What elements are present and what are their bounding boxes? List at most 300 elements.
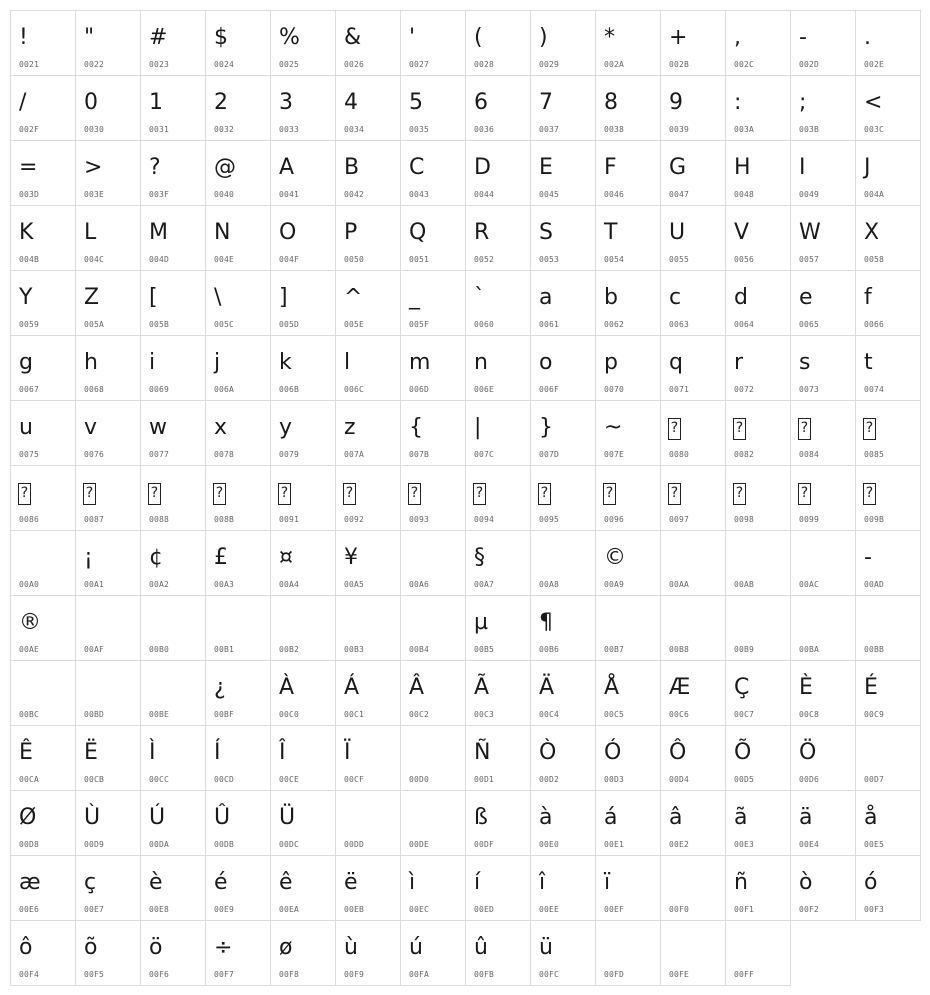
glyph-sample: = [19, 155, 38, 180]
glyph-cell [855, 400, 921, 466]
glyph-sample: ù [344, 935, 358, 960]
glyph-cell [10, 790, 76, 856]
glyph-cell [75, 75, 141, 141]
glyph-code-label: 00BA [799, 645, 820, 654]
missing-glyph-box: ? [278, 483, 291, 505]
glyph-code-label: 0027 [409, 60, 430, 69]
glyph-grid [10, 10, 920, 985]
glyph-cell [335, 920, 401, 986]
glyph-cell [75, 335, 141, 401]
glyph-sample: N [214, 220, 231, 245]
glyph-cell [660, 400, 726, 466]
glyph-code-label: 0067 [19, 385, 40, 394]
glyph-cell [335, 660, 401, 726]
glyph-cell [205, 400, 271, 466]
glyph-code-label: 00D9 [84, 840, 105, 849]
glyph-code-label: 004B [19, 255, 40, 264]
glyph-code-label: 0054 [604, 255, 625, 264]
glyph-cell [530, 920, 596, 986]
glyph-cell [465, 725, 531, 791]
glyph-code-label: 00E9 [214, 905, 235, 914]
glyph-cell [335, 140, 401, 206]
glyph-cell [205, 725, 271, 791]
glyph-sample: b [604, 285, 618, 310]
glyph-code-label: 00C9 [864, 710, 885, 719]
glyph-sample: , [734, 25, 741, 50]
glyph-cell [10, 205, 76, 271]
glyph-code-label: 0092 [344, 515, 365, 524]
glyph-cell [10, 400, 76, 466]
glyph-code-label: 0098 [734, 515, 755, 524]
glyph-cell [465, 400, 531, 466]
glyph-cell [725, 10, 791, 76]
glyph-code-label: 00F0 [669, 905, 690, 914]
glyph-code-label: 0088 [149, 515, 170, 524]
glyph-code-label: 0040 [214, 190, 235, 199]
glyph-code-label: 006B [279, 385, 300, 394]
glyph-code-label: 0076 [84, 450, 105, 459]
glyph-cell [270, 270, 336, 336]
glyph-sample: D [474, 155, 491, 180]
glyph-cell [660, 725, 726, 791]
glyph-cell [465, 660, 531, 726]
glyph-cell [10, 920, 76, 986]
glyph-sample: y [279, 415, 293, 440]
glyph-code-label: 005F [409, 320, 430, 329]
glyph-code-label: 00E5 [864, 840, 885, 849]
glyph-sample: Ò [539, 740, 557, 765]
glyph-sample: æ [19, 870, 41, 895]
glyph-sample: á [604, 805, 618, 830]
glyph-sample: Â [409, 675, 425, 700]
glyph-cell [270, 920, 336, 986]
glyph-cell [75, 270, 141, 336]
glyph-cell [400, 335, 466, 401]
glyph-code-label: 00AF [84, 645, 105, 654]
glyph-code-label: 0039 [669, 125, 690, 134]
glyph-code-label: 003C [864, 125, 885, 134]
glyph-cell [595, 465, 661, 531]
glyph-code-label: 00B2 [279, 645, 300, 654]
glyph-cell [855, 75, 921, 141]
glyph-cell [400, 140, 466, 206]
glyph-sample: K [19, 220, 34, 245]
glyph-cell [140, 725, 206, 791]
glyph-code-label: 00C1 [344, 710, 365, 719]
glyph-cell [400, 725, 466, 791]
glyph-code-label: 00E3 [734, 840, 755, 849]
glyph-cell [855, 465, 921, 531]
glyph-cell [855, 595, 921, 661]
glyph-cell [400, 855, 466, 921]
glyph-cell [400, 920, 466, 986]
glyph-code-label: 00CD [214, 775, 235, 784]
glyph-cell [400, 660, 466, 726]
glyph-code-label: 00DE [409, 840, 430, 849]
glyph-sample: ê [279, 870, 293, 895]
glyph-cell [75, 465, 141, 531]
glyph-sample: x [214, 415, 228, 440]
glyph-sample: < [864, 90, 883, 115]
glyph-cell [595, 400, 661, 466]
glyph-code-label: 0022 [84, 60, 105, 69]
glyph-sample: ì [409, 870, 416, 895]
glyph-cell [725, 920, 791, 986]
glyph-code-label: 00D3 [604, 775, 625, 784]
glyph-sample: L [84, 220, 97, 245]
glyph-cell [270, 75, 336, 141]
glyph-code-label: 0023 [149, 60, 170, 69]
glyph-cell [10, 530, 76, 596]
glyph-sample: . [864, 25, 871, 50]
glyph-sample: Ú [149, 805, 166, 830]
missing-glyph-box: ? [213, 483, 226, 505]
glyph-code-label: 00DD [344, 840, 365, 849]
missing-glyph-box: ? [668, 418, 681, 440]
glyph-cell [530, 140, 596, 206]
glyph-cell [660, 10, 726, 76]
glyph-cell [205, 140, 271, 206]
glyph-cell [10, 465, 76, 531]
glyph-code-label: 00C0 [279, 710, 300, 719]
glyph-code-label: 00C6 [669, 710, 690, 719]
glyph-code-label: 00E8 [149, 905, 170, 914]
glyph-cell [10, 660, 76, 726]
glyph-cell [725, 790, 791, 856]
glyph-cell [75, 140, 141, 206]
glyph-sample: e [799, 285, 813, 310]
glyph-code-label: 0024 [214, 60, 235, 69]
glyph-sample: ò [799, 870, 813, 895]
glyph-cell [10, 10, 76, 76]
glyph-cell [725, 400, 791, 466]
glyph-cell [530, 725, 596, 791]
glyph-code-label: 00D4 [669, 775, 690, 784]
glyph-code-label: 00F6 [149, 970, 170, 979]
glyph-sample: Í [214, 740, 221, 765]
glyph-code-label: 00C7 [734, 710, 755, 719]
glyph-sample: S [539, 220, 553, 245]
glyph-cell [205, 335, 271, 401]
glyph-cell [465, 530, 531, 596]
glyph-code-label: 00AD [864, 580, 885, 589]
glyph-sample: Ë [84, 740, 98, 765]
glyph-code-label: 00EB [344, 905, 365, 914]
glyph-code-label: 00F1 [734, 905, 755, 914]
glyph-sample: ß [474, 805, 488, 830]
missing-glyph-box: ? [863, 483, 876, 505]
glyph-sample: â [669, 805, 683, 830]
glyph-sample: § [474, 545, 485, 570]
glyph-code-label: 00A7 [474, 580, 495, 589]
glyph-code-label: 0085 [864, 450, 885, 459]
glyph-code-label: 004A [864, 190, 885, 199]
glyph-code-label: 002C [734, 60, 755, 69]
glyph-code-label: 0062 [604, 320, 625, 329]
glyph-sample: " [84, 25, 95, 50]
glyph-cell [205, 75, 271, 141]
missing-glyph-box: ? [733, 483, 746, 505]
glyph-cell [660, 790, 726, 856]
glyph-sample: r [734, 350, 744, 375]
glyph-cell [335, 10, 401, 76]
missing-glyph-box: ? [733, 418, 746, 440]
glyph-sample: ç [84, 870, 97, 895]
glyph-sample: E [539, 155, 553, 180]
glyph-cell [140, 140, 206, 206]
glyph-cell [465, 465, 531, 531]
glyph-code-label: 00E2 [669, 840, 690, 849]
glyph-sample: W [799, 220, 821, 245]
missing-glyph-box: ? [18, 483, 31, 505]
glyph-cell [595, 530, 661, 596]
glyph-code-label: 00FB [474, 970, 495, 979]
glyph-code-label: 008B [214, 515, 235, 524]
glyph-sample: ï [604, 870, 611, 895]
glyph-cell [660, 855, 726, 921]
glyph-cell [725, 140, 791, 206]
glyph-cell [530, 75, 596, 141]
glyph-cell [400, 465, 466, 531]
glyph-sample: } [539, 415, 553, 440]
glyph-code-label: 00F8 [279, 970, 300, 979]
glyph-sample: å [864, 805, 878, 830]
glyph-cell [10, 140, 76, 206]
glyph-code-label: 0096 [604, 515, 625, 524]
glyph-code-label: 0099 [799, 515, 820, 524]
glyph-sample: 8 [604, 90, 618, 115]
glyph-sample: v [84, 415, 98, 440]
glyph-sample: z [344, 415, 356, 440]
glyph-code-label: 0064 [734, 320, 755, 329]
glyph-cell [75, 660, 141, 726]
glyph-sample: õ [84, 935, 98, 960]
glyph-code-label: 00CC [149, 775, 170, 784]
glyph-sample: Ã [474, 675, 490, 700]
glyph-cell [400, 205, 466, 271]
glyph-sample: à [539, 805, 553, 830]
glyph-cell [465, 10, 531, 76]
missing-glyph-box: ? [798, 418, 811, 440]
glyph-cell [595, 270, 661, 336]
glyph-cell [400, 400, 466, 466]
glyph-cell [530, 335, 596, 401]
glyph-cell [400, 790, 466, 856]
glyph-code-label: 00EA [279, 905, 300, 914]
glyph-code-label: 00BE [149, 710, 170, 719]
glyph-cell [790, 790, 856, 856]
missing-glyph-box: ? [343, 483, 356, 505]
glyph-cell [205, 790, 271, 856]
glyph-sample: A [279, 155, 295, 180]
glyph-cell [270, 335, 336, 401]
glyph-code-label: 00C5 [604, 710, 625, 719]
glyph-sample: % [279, 25, 300, 50]
glyph-cell [10, 725, 76, 791]
glyph-cell [400, 75, 466, 141]
glyph-cell [270, 530, 336, 596]
glyph-sample: À [279, 675, 295, 700]
glyph-cell [790, 530, 856, 596]
glyph-code-label: 0073 [799, 385, 820, 394]
glyph-code-label: 00CE [279, 775, 300, 784]
glyph-cell [205, 595, 271, 661]
glyph-cell [75, 400, 141, 466]
glyph-cell [335, 335, 401, 401]
glyph-cell [10, 335, 76, 401]
glyph-sample: s [799, 350, 811, 375]
glyph-code-label: 0075 [19, 450, 40, 459]
glyph-cell [790, 270, 856, 336]
glyph-cell [790, 725, 856, 791]
glyph-cell [270, 595, 336, 661]
glyph-cell [75, 595, 141, 661]
glyph-sample: Ô [669, 740, 687, 765]
glyph-cell [335, 75, 401, 141]
glyph-sample: Û [214, 805, 231, 830]
glyph-sample: f [864, 285, 872, 310]
glyph-code-label: 00F7 [214, 970, 235, 979]
glyph-code-label: 00D2 [539, 775, 560, 784]
glyph-code-label: 00A4 [279, 580, 300, 589]
glyph-cell [270, 400, 336, 466]
glyph-code-label: 0072 [734, 385, 755, 394]
glyph-cell [595, 75, 661, 141]
glyph-code-label: 004D [149, 255, 170, 264]
glyph-code-label: 0041 [279, 190, 300, 199]
glyph-sample: g [19, 350, 33, 375]
glyph-sample: í [474, 870, 481, 895]
glyph-cell [335, 725, 401, 791]
glyph-sample: Õ [734, 740, 752, 765]
glyph-cell [855, 790, 921, 856]
glyph-code-label: 00B4 [409, 645, 430, 654]
glyph-code-label: 00B0 [149, 645, 170, 654]
glyph-sample: ` [474, 285, 485, 310]
glyph-sample: B [344, 155, 360, 180]
glyph-sample: ; [799, 90, 807, 115]
glyph-sample: Ï [344, 740, 351, 765]
glyph-sample: É [864, 675, 878, 700]
glyph-cell [335, 855, 401, 921]
glyph-sample: Î [279, 740, 286, 765]
glyph-sample: O [279, 220, 297, 245]
glyph-cell [140, 530, 206, 596]
glyph-cell [660, 920, 726, 986]
glyph-sample: & [344, 25, 362, 50]
glyph-cell [140, 920, 206, 986]
glyph-sample: Ø [19, 805, 37, 830]
glyph-sample: Ù [84, 805, 101, 830]
glyph-sample: µ [474, 610, 488, 635]
glyph-cell [530, 790, 596, 856]
glyph-sample: Æ [669, 675, 691, 700]
glyph-cell [660, 595, 726, 661]
glyph-code-label: 00D8 [19, 840, 40, 849]
glyph-code-label: 00F3 [864, 905, 885, 914]
glyph-sample: M [149, 220, 168, 245]
glyph-cell [10, 595, 76, 661]
glyph-code-label: 00FA [409, 970, 430, 979]
glyph-sample: G [669, 155, 687, 180]
glyph-code-label: 00FC [539, 970, 560, 979]
glyph-code-label: 00EC [409, 905, 430, 914]
glyph-sample: V [734, 220, 750, 245]
glyph-cell [140, 270, 206, 336]
glyph-cell [660, 140, 726, 206]
glyph-sample: Z [84, 285, 100, 310]
glyph-cell [335, 465, 401, 531]
glyph-code-label: 00D7 [864, 775, 885, 784]
glyph-code-label: 0074 [864, 385, 885, 394]
glyph-code-label: 00ED [474, 905, 495, 914]
glyph-code-label: 00C8 [799, 710, 820, 719]
glyph-sample: : [734, 90, 742, 115]
glyph-cell [75, 10, 141, 76]
glyph-sample: Ó [604, 740, 622, 765]
glyph-code-label: 00E0 [539, 840, 560, 849]
glyph-sample: X [864, 220, 880, 245]
glyph-sample: 3 [279, 90, 293, 115]
glyph-sample: ¤ [279, 545, 293, 570]
glyph-code-label: 00CA [19, 775, 40, 784]
glyph-cell [140, 205, 206, 271]
glyph-sample: î [539, 870, 546, 895]
glyph-code-label: 0070 [604, 385, 625, 394]
glyph-sample: ^ [344, 285, 363, 310]
glyph-code-label: 0065 [799, 320, 820, 329]
glyph-sample: H [734, 155, 751, 180]
glyph-cell [725, 465, 791, 531]
glyph-sample: Y [19, 285, 33, 310]
glyph-cell [855, 335, 921, 401]
glyph-sample: - [864, 545, 872, 570]
glyph-cell [595, 725, 661, 791]
glyph-code-label: 006C [344, 385, 365, 394]
glyph-code-label: 00C2 [409, 710, 430, 719]
glyph-code-label: 0025 [279, 60, 300, 69]
glyph-cell [725, 205, 791, 271]
glyph-cell [725, 530, 791, 596]
glyph-cell [790, 400, 856, 466]
glyph-sample: > [84, 155, 103, 180]
glyph-sample: t [864, 350, 873, 375]
glyph-code-label: 00F9 [344, 970, 365, 979]
glyph-code-label: 0033 [279, 125, 300, 134]
glyph-cell [335, 595, 401, 661]
glyph-sample: ® [19, 610, 41, 635]
glyph-code-label: 0032 [214, 125, 235, 134]
glyph-code-label: 0051 [409, 255, 430, 264]
glyph-sample: Ê [19, 740, 33, 765]
glyph-code-label: 002D [799, 60, 820, 69]
glyph-cell [270, 790, 336, 856]
missing-glyph-box: ? [668, 483, 681, 505]
glyph-code-label: 006A [214, 385, 235, 394]
glyph-cell [140, 10, 206, 76]
glyph-sample: Ñ [474, 740, 491, 765]
glyph-sample: ö [149, 935, 163, 960]
glyph-cell [140, 595, 206, 661]
glyph-sample: Ì [149, 740, 156, 765]
glyph-code-label: 0028 [474, 60, 495, 69]
glyph-sample: ( [474, 25, 483, 50]
glyph-cell [400, 10, 466, 76]
glyph-code-label: 003E [84, 190, 105, 199]
glyph-cell [205, 205, 271, 271]
glyph-sample: / [19, 90, 27, 115]
glyph-sample: 6 [474, 90, 488, 115]
